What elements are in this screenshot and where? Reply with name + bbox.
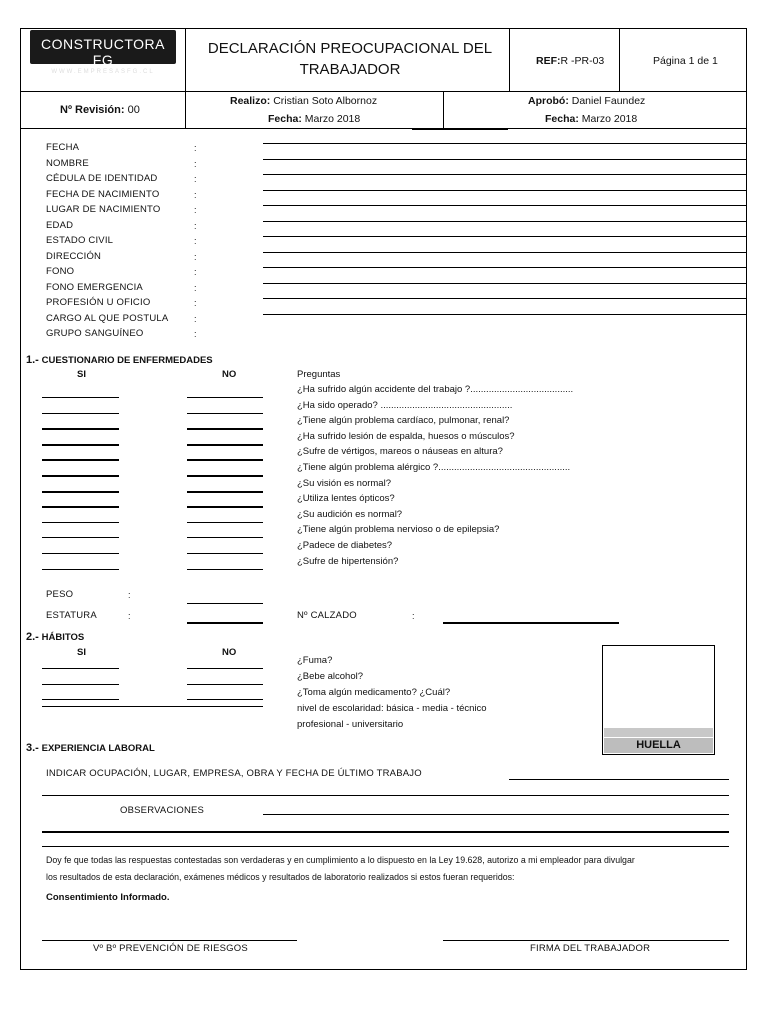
personal-field-input[interactable] <box>263 159 746 160</box>
disease-question: ¿Padece de diabetes? <box>297 540 393 551</box>
section1-no-header: NO <box>222 369 237 380</box>
section3-heading: 3.- EXPERIENCIA LABORAL <box>26 742 155 754</box>
approved-by: Aprobó: Daniel Faundez <box>528 95 646 107</box>
header-bottom-divider <box>20 128 747 129</box>
prevention-signature-line[interactable] <box>42 940 297 941</box>
personal-field-input[interactable] <box>263 221 746 222</box>
answer-no-line[interactable] <box>187 397 263 398</box>
personal-field-input[interactable] <box>263 143 746 144</box>
personal-field-colon: : <box>194 220 197 231</box>
disease-question: ¿Utiliza lentes ópticos? <box>297 493 395 505</box>
personal-field-colon: : <box>194 174 197 184</box>
habit-yes-line[interactable] <box>42 668 119 669</box>
weight-colon: : <box>128 590 131 600</box>
observations-line-3[interactable] <box>42 846 729 847</box>
habit-question: nivel de escolaridad: básica - media - técnico <box>297 703 487 714</box>
fingerprint-label: HUELLA <box>604 738 713 753</box>
personal-field-colon: : <box>194 205 197 215</box>
disease-question: ¿Tiene algún problema nervioso o de epilepsia? <box>297 524 500 536</box>
made-date: Fecha: Marzo 2018 <box>268 113 361 125</box>
answer-yes-line[interactable] <box>42 537 119 538</box>
disease-question: ¿Sufre de vértigos, mareos o náuseas en altura? <box>297 446 503 458</box>
personal-field-colon: : <box>194 251 197 262</box>
answer-yes-line[interactable] <box>42 506 119 508</box>
header-divider <box>20 91 747 92</box>
personal-field-colon: : <box>194 329 197 339</box>
height-field[interactable] <box>187 622 263 624</box>
answer-yes-line[interactable] <box>42 428 119 430</box>
disease-question: ¿Ha sido operado? .................................................. <box>297 399 513 411</box>
shoe-size-field[interactable] <box>443 622 619 624</box>
answer-no-line[interactable] <box>187 522 263 523</box>
disease-question: ¿Tiene algún problema cardíaco, pulmonar, renal? <box>297 415 510 427</box>
section2-yes-header: SI <box>77 647 86 658</box>
answer-no-line[interactable] <box>187 444 263 446</box>
habit-question: ¿Bebe alcohol? <box>297 671 364 682</box>
worker-signature-label: FIRMA DEL TRABAJADOR <box>530 943 651 954</box>
personal-field-label: FECHA <box>46 142 80 153</box>
answer-yes-line[interactable] <box>42 444 119 446</box>
personal-field-input[interactable] <box>263 190 746 191</box>
prevention-signature-label: Vº Bº PREVENCIÓN DE RIESGOS <box>93 943 248 954</box>
habit-question: ¿Toma algún medicamento? ¿Cuál? <box>297 687 451 698</box>
header-underline-accent <box>412 128 508 130</box>
habit-question: profesional - universitario <box>297 719 404 730</box>
answer-no-line[interactable] <box>187 475 263 477</box>
answer-no-line[interactable] <box>187 428 263 430</box>
disease-question: ¿Tiene algún problema alérgico ?.................................................. <box>297 462 571 473</box>
answer-yes-line[interactable] <box>42 459 119 461</box>
personal-field-colon: : <box>194 189 197 200</box>
personal-field-label: NOMBRE <box>46 157 89 169</box>
personal-field-colon: : <box>194 143 197 153</box>
observations-field[interactable] <box>263 814 729 815</box>
answer-no-line[interactable] <box>187 491 263 493</box>
header-col-divider-1 <box>185 28 186 128</box>
personal-field-label: EDAD <box>46 219 74 231</box>
disease-question: ¿Su visión es normal? <box>297 477 391 489</box>
personal-field-input[interactable] <box>263 267 746 268</box>
company-logo <box>30 30 176 75</box>
personal-field-colon: : <box>194 282 197 293</box>
made-by: Realizo: Cristian Soto Albornoz <box>230 95 378 107</box>
header-col-divider-3 <box>619 28 620 91</box>
habit-question: ¿Fuma? <box>297 655 333 666</box>
section2-no-header: NO <box>222 647 237 658</box>
personal-field-label: ESTADO CIVIL <box>46 235 114 246</box>
section1-yes-header: SI <box>77 369 86 380</box>
answer-yes-line[interactable] <box>42 522 119 523</box>
worker-signature-line[interactable] <box>443 940 729 941</box>
personal-field-label: CÉDULA DE IDENTIDAD <box>46 173 158 184</box>
fingerprint-stripe <box>604 728 713 737</box>
consent-label: Consentimiento Informado. <box>46 892 170 903</box>
work-experience-instruction: INDICAR OCUPACIÓN, LUGAR, EMPRESA, OBRA Y FECHA DE ÚLTIMO TRABAJO <box>46 768 422 779</box>
answer-yes-line[interactable] <box>42 475 119 477</box>
approved-date: Fecha: Marzo 2018 <box>545 113 638 125</box>
shoe-size-label: Nº CALZADO <box>297 610 357 621</box>
personal-field-input[interactable] <box>263 298 746 299</box>
section1-heading: 1.- CUESTIONARIO DE ENFERMEDADES <box>26 354 213 366</box>
height-label: ESTATURA <box>46 610 97 621</box>
habit-no-line[interactable] <box>187 684 263 685</box>
personal-field-input[interactable] <box>263 205 746 206</box>
answer-yes-line[interactable] <box>42 397 119 398</box>
personal-field-label: GRUPO SANGUÍNEO <box>46 328 144 339</box>
answer-no-line[interactable] <box>187 506 263 508</box>
personal-field-label: DIRECCIÓN <box>46 250 102 262</box>
header-col-divider-4 <box>443 91 444 128</box>
disease-question: ¿Ha sufrido algún accidente del trabajo ?....................................... <box>297 384 574 395</box>
personal-field-label: FECHA DE NACIMIENTO <box>46 188 160 200</box>
habit-yes-line[interactable] <box>42 684 119 685</box>
answer-no-line[interactable] <box>187 459 263 461</box>
declaration-line-1: Doy fe que todas las respuestas contestadas son verdaderas y en cumplimiento a lo dispuesto en la Ley 19.628, autorizo a mi empleador para divulgar <box>46 855 635 865</box>
disease-question: ¿Su audición es normal? <box>297 508 403 520</box>
personal-field-label: FONO <box>46 266 75 277</box>
habit-no-line[interactable] <box>187 699 263 700</box>
answer-no-line[interactable] <box>187 537 263 538</box>
personal-field-colon: : <box>194 313 197 324</box>
habit-no-line[interactable] <box>187 668 263 669</box>
answer-yes-line[interactable] <box>42 569 119 570</box>
answer-no-line[interactable] <box>187 413 263 414</box>
personal-field-label: PROFESIÓN U OFICIO <box>46 297 151 308</box>
shoe-size-colon: : <box>412 611 415 621</box>
personal-field-colon: : <box>194 236 197 246</box>
answer-yes-line[interactable] <box>42 491 119 493</box>
weight-label: PESO <box>46 589 74 600</box>
logo-name: CONSTRUCTORA FG <box>41 36 165 68</box>
personal-field-colon: : <box>194 298 197 308</box>
personal-field-input[interactable] <box>263 283 746 284</box>
answer-no-line[interactable] <box>187 553 263 554</box>
personal-field-input[interactable] <box>263 236 746 237</box>
declaration-line-2: los resultados de esta declaración, exámenes médicos y resultados de laboratorio realizados si estos fueran requeridos: <box>46 872 515 882</box>
personal-field-input[interactable] <box>263 252 746 253</box>
observations-line-2[interactable] <box>42 831 729 833</box>
section2-heading: 2.- HÁBITOS <box>26 631 85 643</box>
document-title: DECLARACIÓN PREOCUPACIONAL DEL TRABAJADOR <box>207 40 493 78</box>
observations-label: OBSERVACIONES <box>120 805 205 816</box>
answer-yes-line[interactable] <box>42 413 119 414</box>
personal-field-input[interactable] <box>263 174 746 175</box>
revision-number: Nº Revisión: 00 <box>60 104 140 116</box>
weight-field[interactable] <box>187 603 263 604</box>
answer-yes-line[interactable] <box>42 553 119 554</box>
questions-header: Preguntas <box>297 369 341 380</box>
habit-yes-line[interactable] <box>42 699 119 700</box>
logo-url: WWW.EMPRESASFG.CL <box>51 69 155 75</box>
ref-code: REF:R -PR-03 <box>536 55 605 67</box>
answer-no-line[interactable] <box>187 569 263 570</box>
disease-question: ¿Ha sufrido lesión de espalda, huesos o músculos? <box>297 430 515 442</box>
work-experience-field[interactable] <box>509 779 729 780</box>
personal-field-colon: : <box>194 158 197 169</box>
height-colon: : <box>128 611 131 621</box>
work-experience-line-2[interactable] <box>42 795 729 796</box>
disease-question: ¿Sufre de hipertensión? <box>297 555 399 567</box>
page-number: Página 1 de 1 <box>653 55 718 67</box>
habit-bottom-line <box>42 706 263 707</box>
personal-field-input[interactable] <box>263 314 746 315</box>
personal-field-colon: : <box>194 267 197 277</box>
personal-field-label: FONO EMERGENCIA <box>46 281 143 293</box>
personal-field-label: LUGAR DE NACIMIENTO <box>46 204 161 215</box>
personal-field-label: CARGO AL QUE POSTULA <box>46 312 169 324</box>
